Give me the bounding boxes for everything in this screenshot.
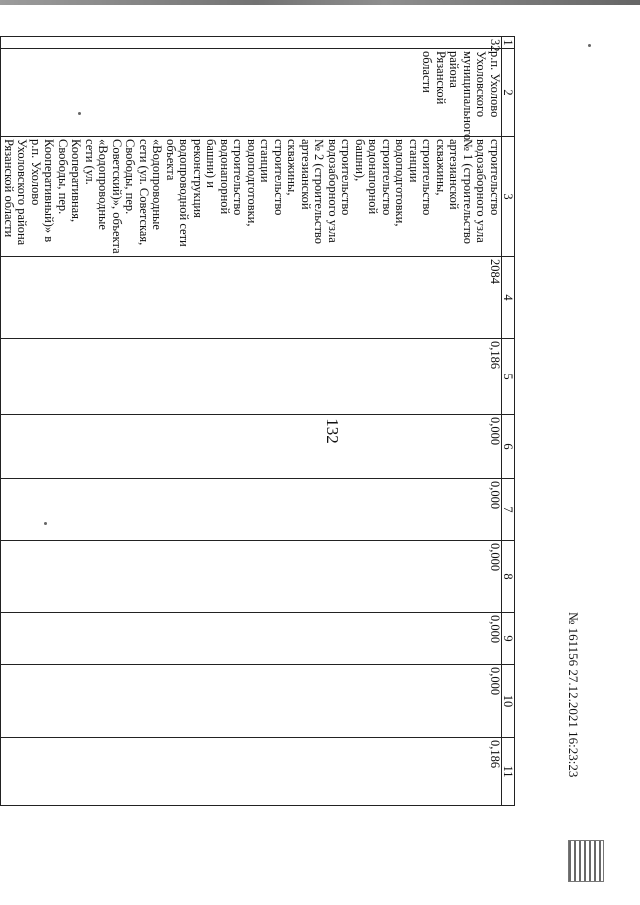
- row-value-4: 2084: [1, 257, 502, 339]
- total-value-6: [0, 415, 1, 479]
- row-value-5: 0,186: [1, 339, 502, 415]
- total-value-8: [0, 541, 1, 613]
- col-number: 9: [502, 613, 515, 665]
- col-number: 10: [502, 665, 515, 738]
- col-number: 11: [502, 738, 515, 806]
- column-number-row: [502, 37, 515, 806]
- page-number: 132: [323, 418, 342, 444]
- total-value-5: [0, 339, 1, 415]
- col-number: 3: [502, 137, 515, 257]
- scan-top-edge: [0, 0, 640, 5]
- row-value-9: 0,000: [1, 613, 502, 665]
- row-value-8: 0,000: [1, 541, 502, 613]
- scan-speck: [44, 522, 47, 525]
- col-number: 8: [502, 541, 515, 613]
- row-number: 32: [1, 37, 502, 49]
- row-value-6: 0,000: [1, 415, 502, 479]
- total-value-11: [0, 738, 1, 806]
- registration-stamp-icon: [568, 840, 604, 882]
- total-value-4: [0, 257, 1, 339]
- col-number: 2: [502, 49, 515, 137]
- total-row: [0, 37, 1, 806]
- data-table: [0, 36, 515, 806]
- col-number: 7: [502, 479, 515, 541]
- total-value-7: [0, 479, 1, 541]
- row-place: р.п. Ухолово Ухоловского муниципального района Рязанской области: [1, 49, 502, 137]
- row-description: строительство водозаборного узла № 1 (строительство артезианской скважины, строительство станции водоподготовки, строительство водонапорной башни), строительство водозаборного узла № 2 (строительство артезианской скважины, строительство станции водоподготовки, строительство водонапорной башни) и реконструкция водопроводной сети объекта «Водопроводные сети (ул. Советская, Свободы, пер. Советский)», объекта «Водопроводные сети (ул. Кооперативная, Свободы, пер. Кооперативный)» в р.п. Ухолово Ухоловского района Рязанской области: [1, 137, 502, 257]
- scan-speck: [588, 44, 591, 47]
- col-number: 1: [502, 37, 515, 49]
- table-row: [1, 37, 502, 806]
- scan-speck: [78, 112, 81, 115]
- row-value-11: 0,186: [1, 738, 502, 806]
- col-number: 5: [502, 339, 515, 415]
- row-value-10: 0,000: [1, 665, 502, 738]
- col-number: 6: [502, 415, 515, 479]
- total-value-9: [0, 613, 1, 665]
- document-stamp-text: № 161156 27.12.2021 16:23:23: [566, 612, 581, 778]
- col-number: 4: [502, 257, 515, 339]
- total-value-10: [0, 665, 1, 738]
- row-value-7: 0,000: [1, 479, 502, 541]
